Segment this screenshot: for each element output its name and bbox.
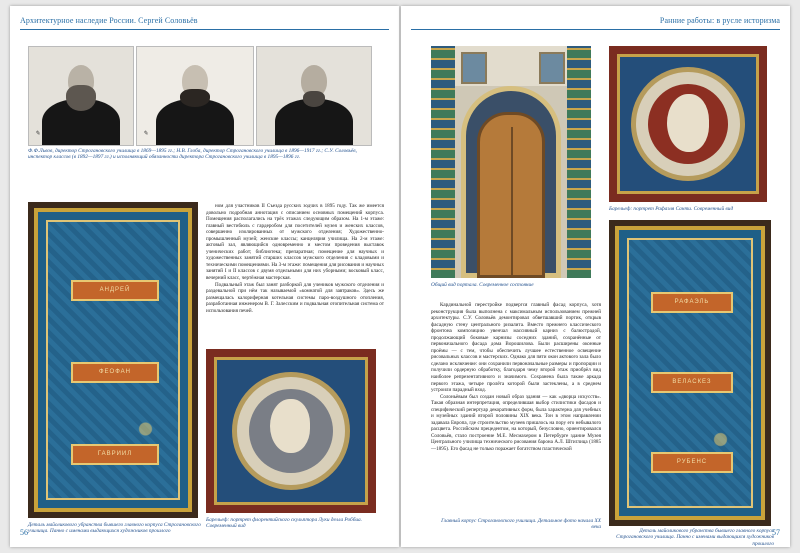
portrait-beard	[180, 89, 210, 107]
left-page-number: 56	[20, 528, 28, 537]
medallion-head	[270, 399, 310, 453]
portrait-caption: Ф.Ф.Львов, директор Строгановского училища в 1869—1895 гг.; Н.В. Глоба, директор Строгановского училища в 1896—1917 гг.; С.У. Соловьёв, инспектор классов (в 1892—1897 гг.) и исполняющий обязанности директора Строгановского училища в 1895—1896 гг.	[28, 148, 357, 161]
signature-mark: ✎	[35, 130, 41, 137]
medallion-raphael	[609, 46, 767, 202]
medallion-caption-right: Барельеф: портрет Рафаэля Санти. Современный вид	[609, 206, 734, 212]
medallion-head	[667, 94, 709, 152]
panel-plaque-3: ГАВРИИЛ	[71, 444, 158, 465]
portal-door	[477, 112, 545, 278]
left-page	[10, 6, 399, 547]
right-page	[401, 6, 790, 547]
center-caption: Главный корпус Строгановского училища. Детальное фото начала ХХ века	[441, 518, 601, 531]
majolica-panel-left	[28, 202, 198, 518]
paragraph: Подвальный этаж был занят разборкой для учеников мужского отделения и раздевальной при нём так называемой «комнатой для завтраков». Здесь же размещалась калориферная котельная системы паро-воздушного отопления, разработанная инженером В. Г. Залесским и подвальная отопительная система от использования печей.	[206, 281, 384, 314]
tile-column-right	[567, 46, 591, 278]
paragraph: ном для участников II Съезда русских зодчих в 1895 году. Так же имеется довольно подробная аннотация с описанием основных помещений корпуса. Помещения располагались на трёх этажах следующим образом. На 1-м этаже: главный вестибюль с гардеробом для посетителей музея и женских классов, совершенно изолированных от мужского отделения; Художественно-промышленный музей; женские классы; канцелярия училища. На 2-м этаже: актовый зал, являющийся одновременно и местом проведения выставок ученических работ; библиотека; препаратная; помещение для научных и художественных занятий старших классов мужского отделения с кладовыми и техническими помещениями. На 3-м этаже: помещения для рисования и научных занятий I и II классов с двумя отдельными для них уборными; восковый класс, вечерний класс, чертёжная мастерская.	[206, 203, 384, 282]
panel-frame	[34, 208, 192, 512]
panel-plaque-1: АНДРЕЙ	[71, 280, 158, 301]
left-header: Архитектурное наследие России. Сергей Соловьёв	[20, 16, 198, 25]
majolica-panel-right	[609, 220, 771, 526]
medallion-caption-left: Барельеф: портрет флорентийского скульптора Луки делла Роббиа. Современный вид	[206, 517, 363, 530]
paragraph: Кардинальной перестройке подвергся главный фасад корпуса, хотя реконструкция была выполнена с максимальным использованием прежней архитектуры. С.У. Соловьёв демонтировал обветшавший портик, открыв фасадную стену центрального ризалита. Вместо прежнего классического фронтона композицию увенчал массивный карниз с балюстрадой, продолжающий боковые карнизы соседних зданий, сохранённые от первоначального фасада дома Ворошилова. Были расширены оконные проёмы — с тем, чтобы обеспечить лучшее естественное освещение рисовальных классов и мастерских. Однако для пяти окон актового зала было сделано исключение: они сохранили первоначальные размеры и пропорции и получили ордерную обработку, благодаря чему второй этаж приобрёл вид наиболее репрезентативного и значимого. Сохранена была также аркада первого этажа, четыре пролёта которой были застеклены, а в среднем устроили парадный вход.	[431, 302, 601, 394]
signature-mark: ✎	[143, 130, 149, 137]
right-body-text	[431, 302, 601, 453]
portrait-globa	[136, 46, 254, 146]
panel-ornament	[46, 220, 180, 500]
right-header: Ранние работы: в русле историзма	[659, 16, 780, 25]
portrait-beard	[66, 85, 96, 111]
portal-photo	[431, 46, 591, 278]
panel-plaque-2: ФЕОФАН	[71, 362, 158, 383]
portrait-beard	[303, 91, 325, 107]
paragraph: Солоньёвым был создан новый образ здания — как «дворца искусств». Такая образная интерпретация, определившая выбор стилистики фасадов и специфический репертуар декоративных форм, была характерна для учебных и музейных зданий второй половины XIX века. Тон в этом направлении задавала Европа, где строительство музеев пришлось на пору его небывалого расцвета. Российским прецедентом, на который, безусловно, ориентировался Соловьёв, стало построение М.Е. Месмахером в Петербурге здание Музея Центрального училища технического рисования барона А.Л. Штиглица (1885—1895). Его фасад не только поражает богатством пластической	[431, 393, 601, 453]
facade-window	[461, 52, 487, 84]
panel-caption-right: Деталь майоликового убранства бывшего главного корпуса Строгановского училища. Панно с именами выдающихся художников прошлого	[616, 528, 774, 547]
facade-window	[539, 52, 565, 84]
right-page-number: 57	[772, 528, 780, 537]
panel-plaque-1: РАФАЭЛЬ	[651, 292, 733, 313]
portal-caption: Общий вид портала. Современное состояние	[431, 282, 534, 288]
panel-caption-left: Деталь майоликового убранства бывшего главного корпуса Строгановского училища. Панно с именами выдающихся художников прошлого	[28, 522, 201, 535]
panel-frame	[615, 226, 765, 520]
left-header-rule	[20, 29, 389, 30]
panel-plaque-3: РУБЕНС	[651, 452, 733, 473]
medallion-della-robbia	[206, 349, 376, 513]
left-body-text	[206, 203, 384, 314]
panel-ornament	[627, 238, 753, 508]
panel-plaque-2: ВЕЛАСКЕЗ	[651, 372, 733, 393]
portrait-soloviev	[256, 46, 372, 146]
portrait-lvov	[28, 46, 134, 146]
tile-column-left	[431, 46, 455, 278]
right-header-rule	[411, 29, 780, 30]
